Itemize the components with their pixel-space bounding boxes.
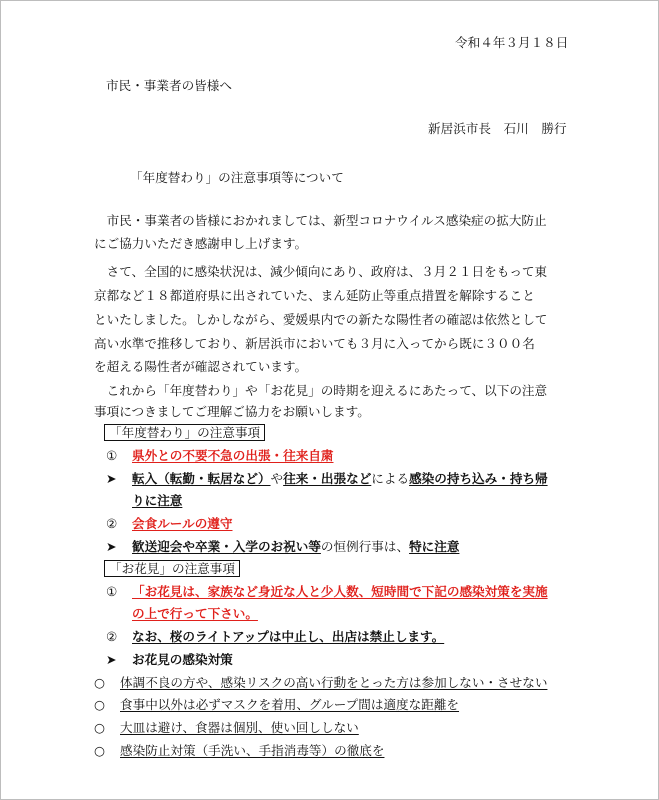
arrow-bullet-icon: ➤ — [106, 471, 117, 486]
list-item — [106, 627, 444, 647]
list-item — [106, 469, 548, 489]
measure-item — [94, 673, 547, 693]
measure-item — [94, 718, 359, 738]
section-heading-box: 「年度替わり」の注意事項 — [104, 424, 265, 441]
sub-heading-text: お花見の感染対策 — [132, 652, 233, 667]
item-text: 県外との不要不急の出張・往来自粛 — [132, 448, 334, 463]
item-text: 「お花見は、家族など身近な人と少人数、短時間で下記の感染対策を実施 — [132, 584, 548, 599]
item-number: ② — [106, 629, 118, 644]
item-text: 特に注意 — [409, 539, 460, 554]
measure-item — [94, 695, 459, 715]
item-text: や — [270, 471, 284, 486]
item-text: による — [371, 471, 410, 486]
section-heading-cherry-blossom — [104, 559, 240, 579]
item-number: ② — [106, 516, 118, 531]
body-line: 市民・事業者の皆様におかれましては、新型コロナウイルス感染症の拡大防止 — [94, 213, 547, 228]
document-title: 「年度替わり」の注意事項等について — [130, 170, 344, 185]
circle-bullet-icon: ○ — [94, 743, 105, 758]
circle-bullet-icon: ○ — [94, 675, 105, 690]
list-item-continuation — [132, 604, 258, 624]
section-heading-year-change — [104, 423, 265, 443]
list-item — [106, 582, 548, 602]
body-line: にご協力いただき感謝申し上げます。 — [94, 236, 308, 251]
item-text: 会食ルールの遵守 — [132, 516, 233, 531]
section-heading-box: 「お花見」の注意事項 — [104, 560, 240, 577]
item-text: 感染の持ち込み・持ち帰 — [409, 471, 548, 486]
body-line: さて、全国的に感染状況は、減少傾向にあり、政府は、３月２１日をもって東 — [94, 264, 548, 279]
circle-bullet-icon: ○ — [94, 720, 105, 735]
list-item — [106, 537, 459, 557]
arrow-bullet-icon: ➤ — [106, 539, 117, 554]
item-text: の上で行って下さい。 — [132, 606, 258, 621]
item-text: 往来・出張など — [283, 471, 372, 486]
circle-bullet-icon: ○ — [94, 697, 105, 712]
list-item — [106, 514, 233, 534]
item-text: 転入（転勤・転居など） — [132, 471, 271, 486]
measure-text: 感染防止対策（手洗い、手指消毒等）の徹底を — [120, 743, 385, 758]
item-text: 歓送迎会や卒業・入学のお祝い等 — [132, 539, 321, 554]
measure-text: 大皿は避け、食器は個別、使い回ししない — [120, 720, 359, 735]
body-line: といたしました。しかしながら、愛媛県内での新たな陽性者の確認は依然として — [94, 312, 548, 327]
body-line: 京都など１８都道府県に出されていた、まん延防止等重点措置を解除すること — [94, 288, 535, 303]
sender: 新居浜市長 石川 勝行 — [428, 121, 567, 136]
body-line: これから「年度替わり」や「お花見」の時期を迎えるにあたって、以下の注意 — [94, 383, 548, 398]
item-text: の恒例行事は、 — [320, 539, 410, 554]
measure-text: 体調不良の方や、感染リスクの高い行動をとった方は参加しない・させない — [120, 675, 548, 690]
item-number: ① — [106, 448, 118, 463]
sub-heading — [106, 650, 233, 670]
arrow-bullet-icon: ➤ — [106, 652, 117, 667]
item-text: りに注意 — [132, 493, 183, 508]
measure-item — [94, 741, 384, 761]
body-line: 事項につきましてご理解ご協力をお願いします。 — [94, 404, 370, 419]
item-text: なお、桜のライトアップは中止し、出店は禁止します。 — [132, 629, 445, 644]
list-item — [106, 446, 334, 466]
measure-text: 食事中以外は必ずマスクを着用、グループ間は適度な距離を — [120, 697, 460, 712]
body-line: を超える陽性者が確認されています。 — [94, 359, 308, 374]
item-number: ① — [106, 584, 118, 599]
body-line: 高い水準で推移しており、新居浜市においても３月に入ってから既に３００名 — [94, 336, 535, 351]
addressee: 市民・事業者の皆様へ — [106, 78, 232, 93]
document-date: 令和４年３月１８日 — [455, 35, 569, 50]
list-item-continuation — [132, 491, 182, 511]
